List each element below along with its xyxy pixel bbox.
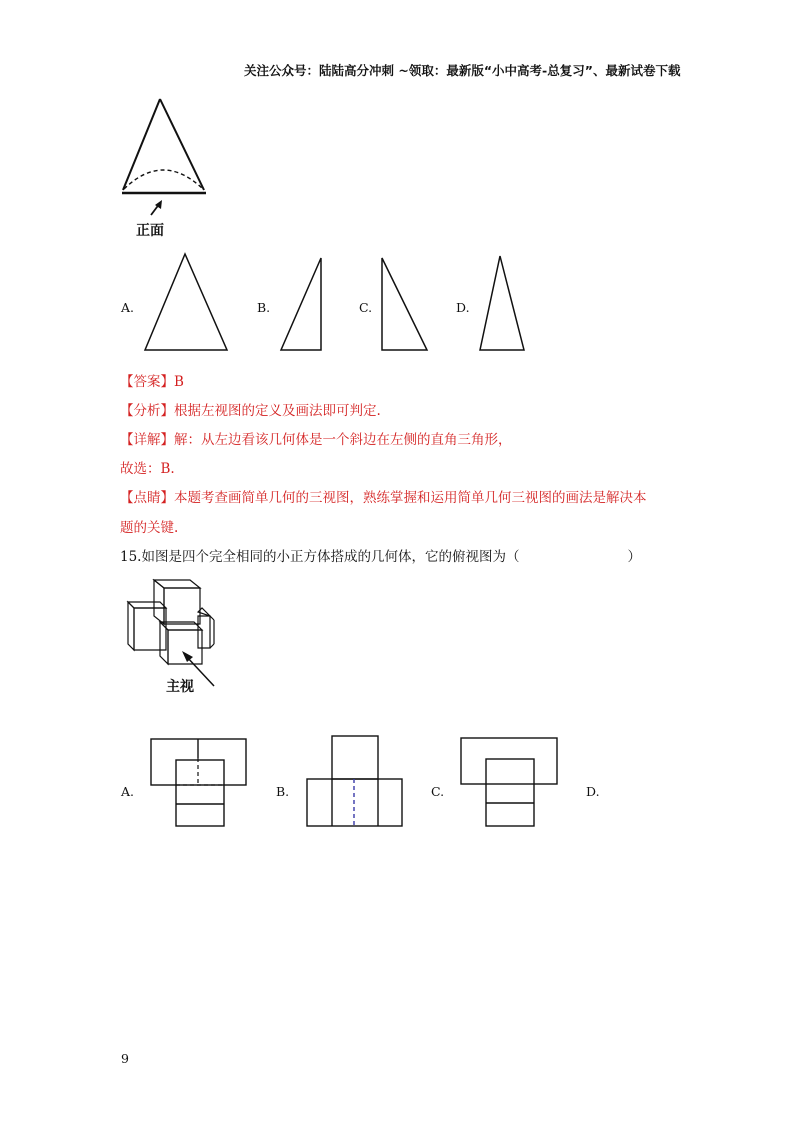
front-arrow — [148, 198, 168, 218]
q15-option-d-label: D. — [586, 784, 600, 799]
comment-line-1: 【点睛】本题考查画简单几何的三视图，熟练掌握和运用简单几何三视图的画法是解决本 — [120, 490, 647, 506]
analysis-line: 【分析】根据左视图的定义及画法即可判定. — [120, 403, 381, 419]
q15-option-a-figure — [150, 738, 250, 830]
q14-option-b-figure — [280, 256, 325, 352]
q14-option-b-label: B. — [257, 300, 271, 315]
q15-option-c-label: C. — [431, 784, 445, 799]
page-header: 关注公众号：陆陆高分冲刺 ~领取：最新版“小中高考-总复习”、最新试卷下载 — [244, 63, 681, 78]
q15-option-a-label: A. — [121, 784, 135, 799]
front-caption: 正面 — [136, 223, 164, 239]
choice-line: 故选：B. — [120, 461, 175, 477]
q15-option-b-label: B. — [276, 784, 290, 799]
q14-option-d-label: D. — [456, 300, 470, 315]
answer-line: 【答案】B — [120, 374, 184, 390]
q14-option-d-figure — [478, 254, 528, 352]
q14-option-a-figure — [144, 252, 229, 352]
q15-option-c-figure — [460, 737, 560, 829]
q15-option-b-figure — [306, 735, 406, 830]
page-number: 9 — [121, 1051, 129, 1066]
q14-option-c-figure — [380, 256, 430, 352]
q14-option-a-label: A. — [121, 300, 135, 315]
comment-line-2: 题的关键. — [120, 520, 179, 536]
main-view-caption: 主视 — [166, 679, 194, 695]
q14-option-c-label: C. — [359, 300, 373, 315]
detail-line: 【详解】解：从左边看该几何体是一个斜边在左侧的直角三角形， — [120, 432, 512, 448]
cone-figure — [118, 95, 218, 200]
q15-question: 15.如图是四个完全相同的小正方体搭成的几何体，它的俯视图为（ ） — [120, 549, 641, 565]
